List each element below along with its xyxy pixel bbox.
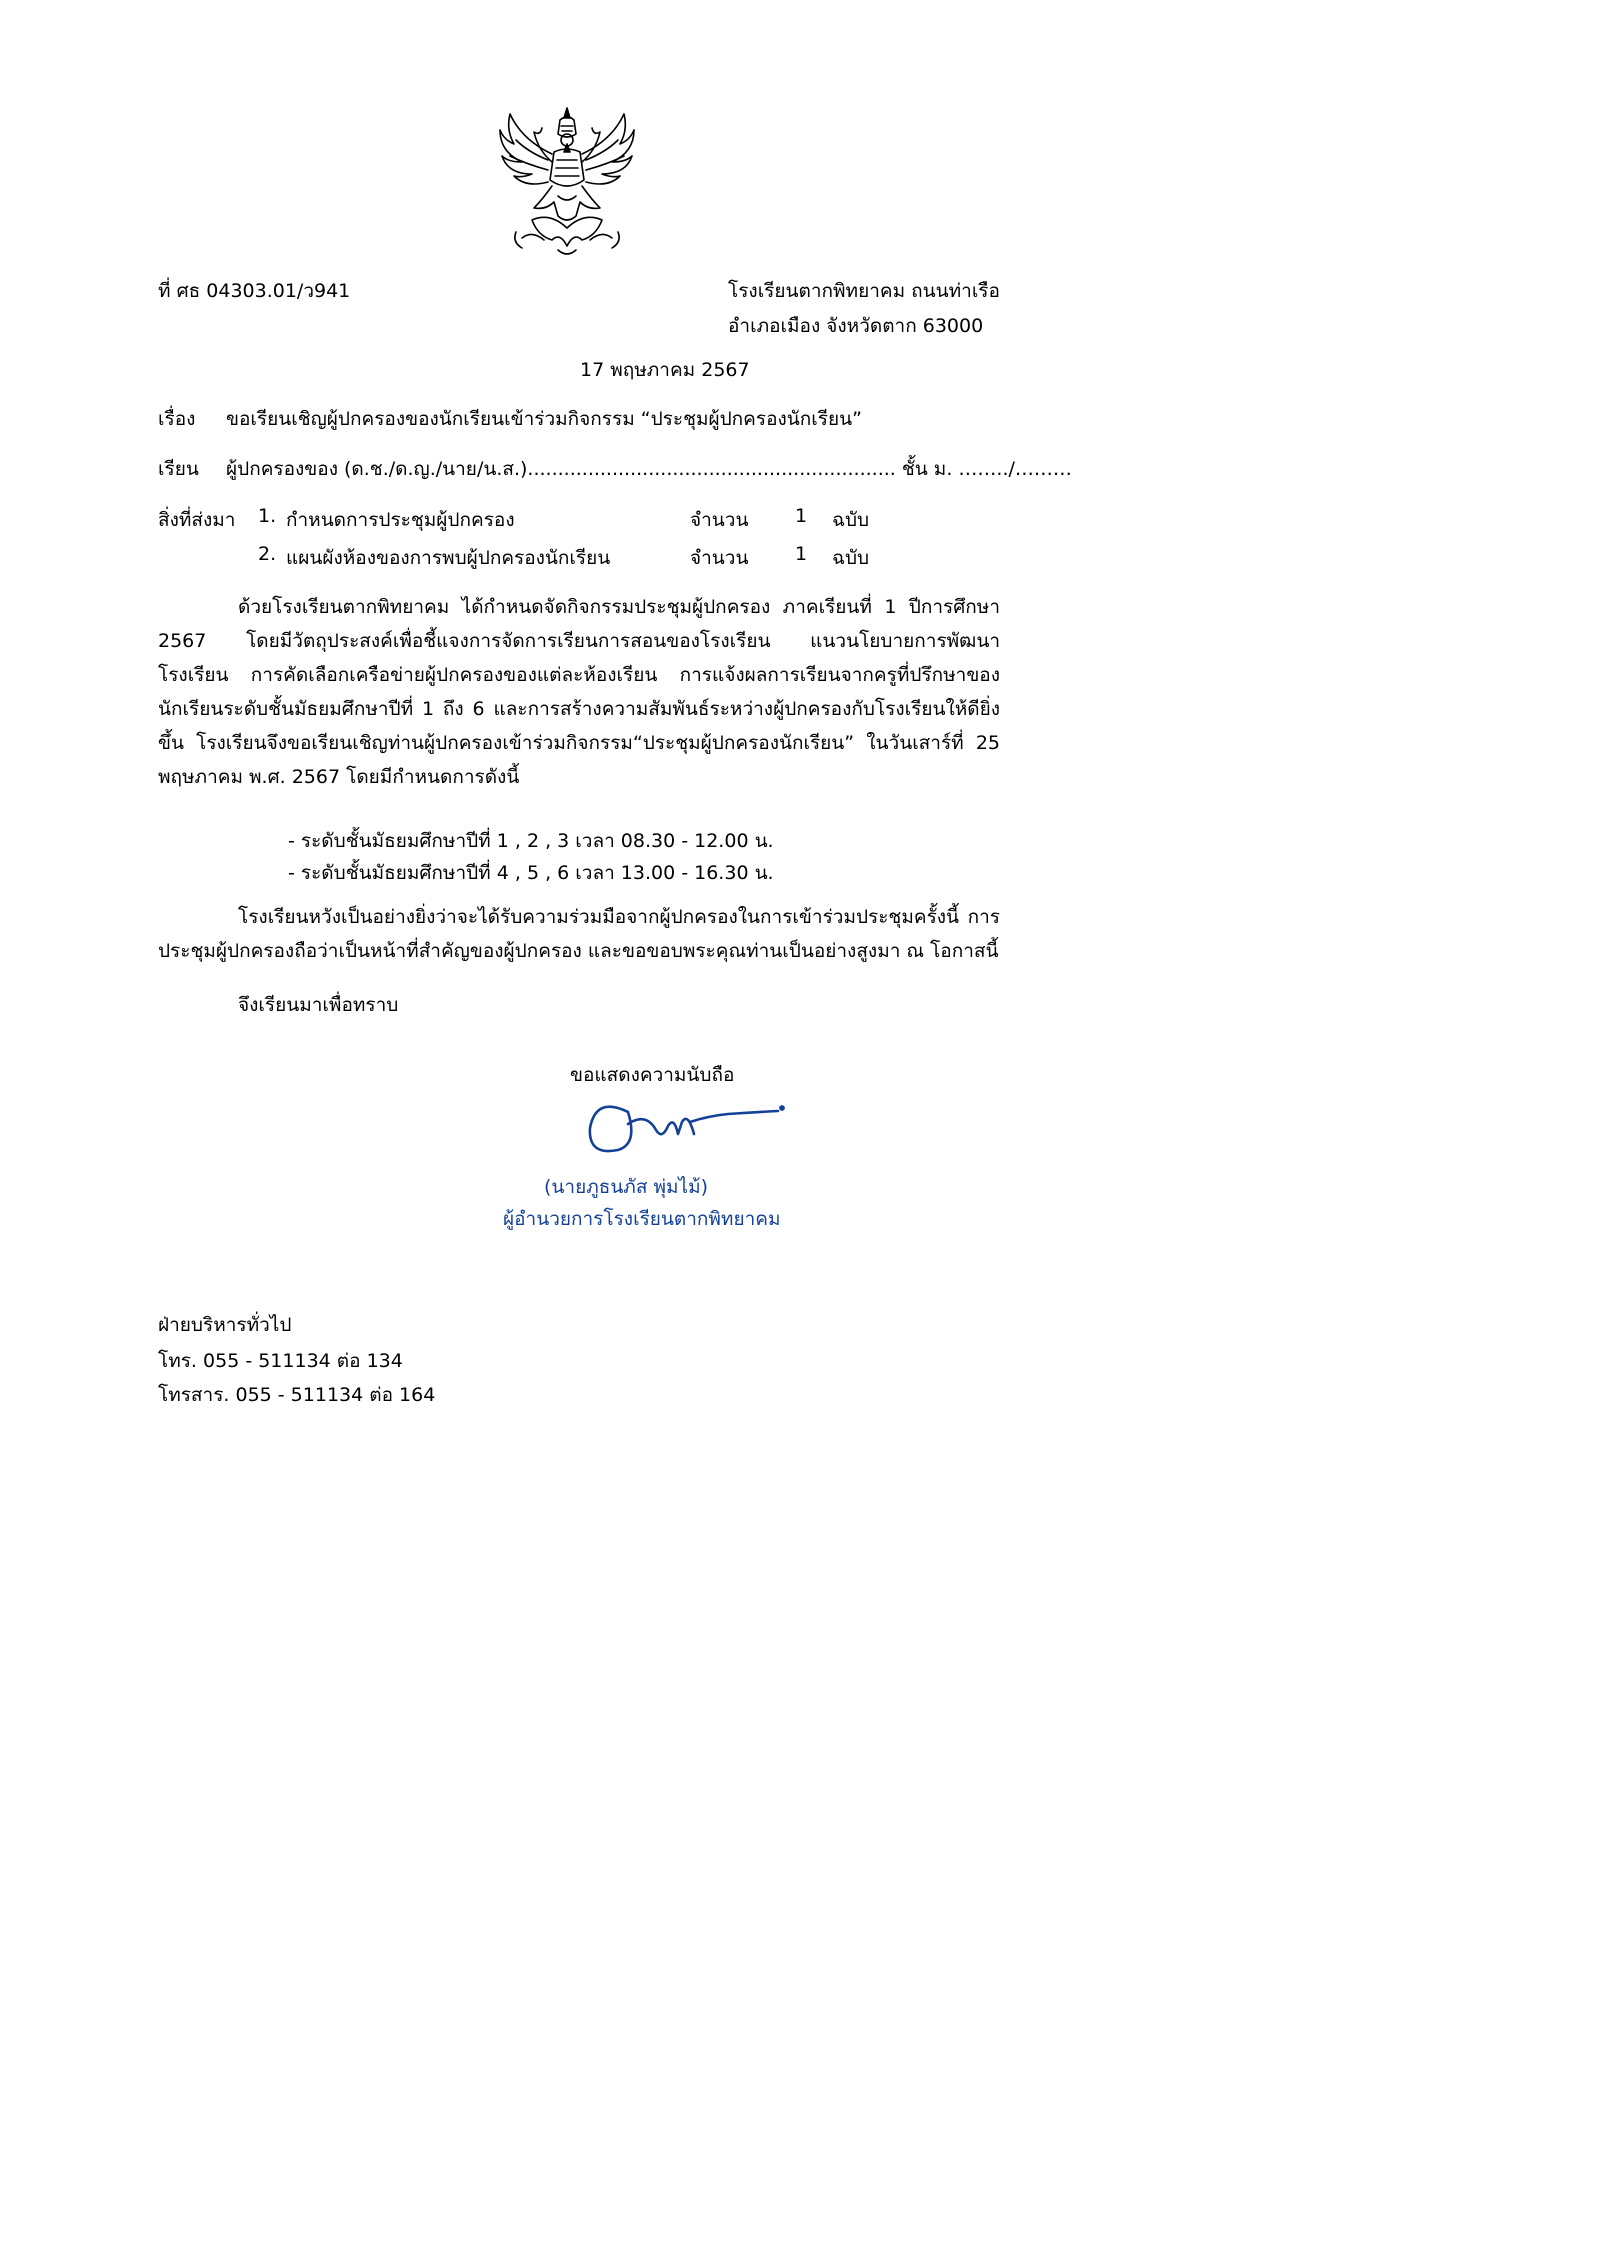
garuda-emblem-icon xyxy=(492,100,642,260)
subject-label: เรื่อง xyxy=(158,408,196,430)
signatory-name: (นายภูธนภัส พุ่มไม้) xyxy=(544,1176,709,1198)
addressee-text: ผู้ปกครองของ (ด.ช./ด.ญ./นาย/น.ส.)............................................................. ชั้น ม. ……../……… xyxy=(226,458,1072,480)
addressee-label: เรียน xyxy=(158,458,199,480)
enclosures-label: สิ่งที่ส่งมา xyxy=(158,509,236,531)
enclosure-qty-label: จำนวน xyxy=(690,547,749,569)
body-paragraph-1: ด้วยโรงเรียนตากพิทยาคม ได้กำหนดจัดกิจกรรมประชุมผู้ปกครอง ภาคเรียนที่ 1 ปีการศึกษา 2567 โดยมีวัตถุประสงค์เพื่อชี้แจงการจัดการเรียนการสอนของโรงเรียน แนวนโยบายการพัฒนาโรงเรียน การคัดเลือกเครือข่ายผู้ปกครองของแต่ละห้องเรียน การแจ้งผลการเรียนจากครูที่ปรึกษาของนักเรียนระดับชั้นมัธยมศึกษาปีที่ 1 ถึง 6 และการสร้างความสัมพันธ์ระหว่างผู้ปกครองกับโรงเรียนให้ดียิ่งขึ้น โรงเรียนจึงขอเรียนเชิญท่านผู้ปกครองเข้าร่วมกิจกรรม“ประชุมผู้ปกครองนักเรียน” ในวันเสาร์ที่ 25 พฤษภาคม พ.ศ. 2567 โดยมีกำหนดการดังนี้ xyxy=(158,596,1000,788)
subject-text: ขอเรียนเชิญผู้ปกครองของนักเรียนเข้าร่วมกิจกรรม “ประชุมผู้ปกครองนักเรียน” xyxy=(226,408,862,430)
enclosure-text: กำหนดการประชุมผู้ปกครอง xyxy=(286,509,515,531)
enclosure-number: 1. xyxy=(258,505,277,527)
enclosure-number: 2. xyxy=(258,543,277,565)
enclosure-qty: 1 xyxy=(795,543,808,565)
signatory-position: ผู้อำนวยการโรงเรียนตากพิทยาคม xyxy=(503,1208,781,1230)
enclosure-qty: 1 xyxy=(795,505,808,527)
letter-date: 17 พฤษภาคม 2567 xyxy=(580,359,750,381)
fax-number: โทรสาร. 055 - 511134 ต่อ 164 xyxy=(158,1384,436,1406)
closing-salutation: ขอแสดงความนับถือ xyxy=(570,1064,735,1086)
enclosure-unit: ฉบับ xyxy=(832,509,870,531)
body-paragraph-2: โรงเรียนหวังเป็นอย่างยิ่งว่าจะได้รับความร่วมมือจากผู้ปกครองในการเข้าร่วมประชุมครั้งนี้ การประชุมผู้ปกครองถือว่าเป็นหน้าที่สำคัญของผู้ปกครอง และขอขอบพระคุณท่านเป็นอย่างสูงมา ณ โอกาสนี้ xyxy=(158,906,1000,962)
reference-number: ที่ ศธ 04303.01/ว941 xyxy=(158,280,351,302)
enclosure-qty-label: จำนวน xyxy=(690,509,749,531)
schedule-item: - ระดับชั้นมัธยมศึกษาปีที่ 1 , 2 , 3 เวลา 08.30 - 12.00 น. xyxy=(288,830,774,852)
school-address-line2: อำเภอเมือง จังหวัดตาก 63000 xyxy=(728,315,984,337)
enclosure-text: แผนผังห้องของการพบผู้ปกครองนักเรียน xyxy=(286,547,611,569)
phone-number: โทร. 055 - 511134 ต่อ 134 xyxy=(158,1350,403,1372)
school-address-line1: โรงเรียนตากพิทยาคม ถนนท่าเรือ xyxy=(728,280,1000,302)
department: ฝ่ายบริหารทั่วไป xyxy=(158,1314,292,1336)
enclosure-unit: ฉบับ xyxy=(832,547,870,569)
schedule-item: - ระดับชั้นมัธยมศึกษาปีที่ 4 , 5 , 6 เวลา 13.00 - 16.30 น. xyxy=(288,862,774,884)
closing-request: จึงเรียนมาเพื่อทราบ xyxy=(238,994,399,1016)
